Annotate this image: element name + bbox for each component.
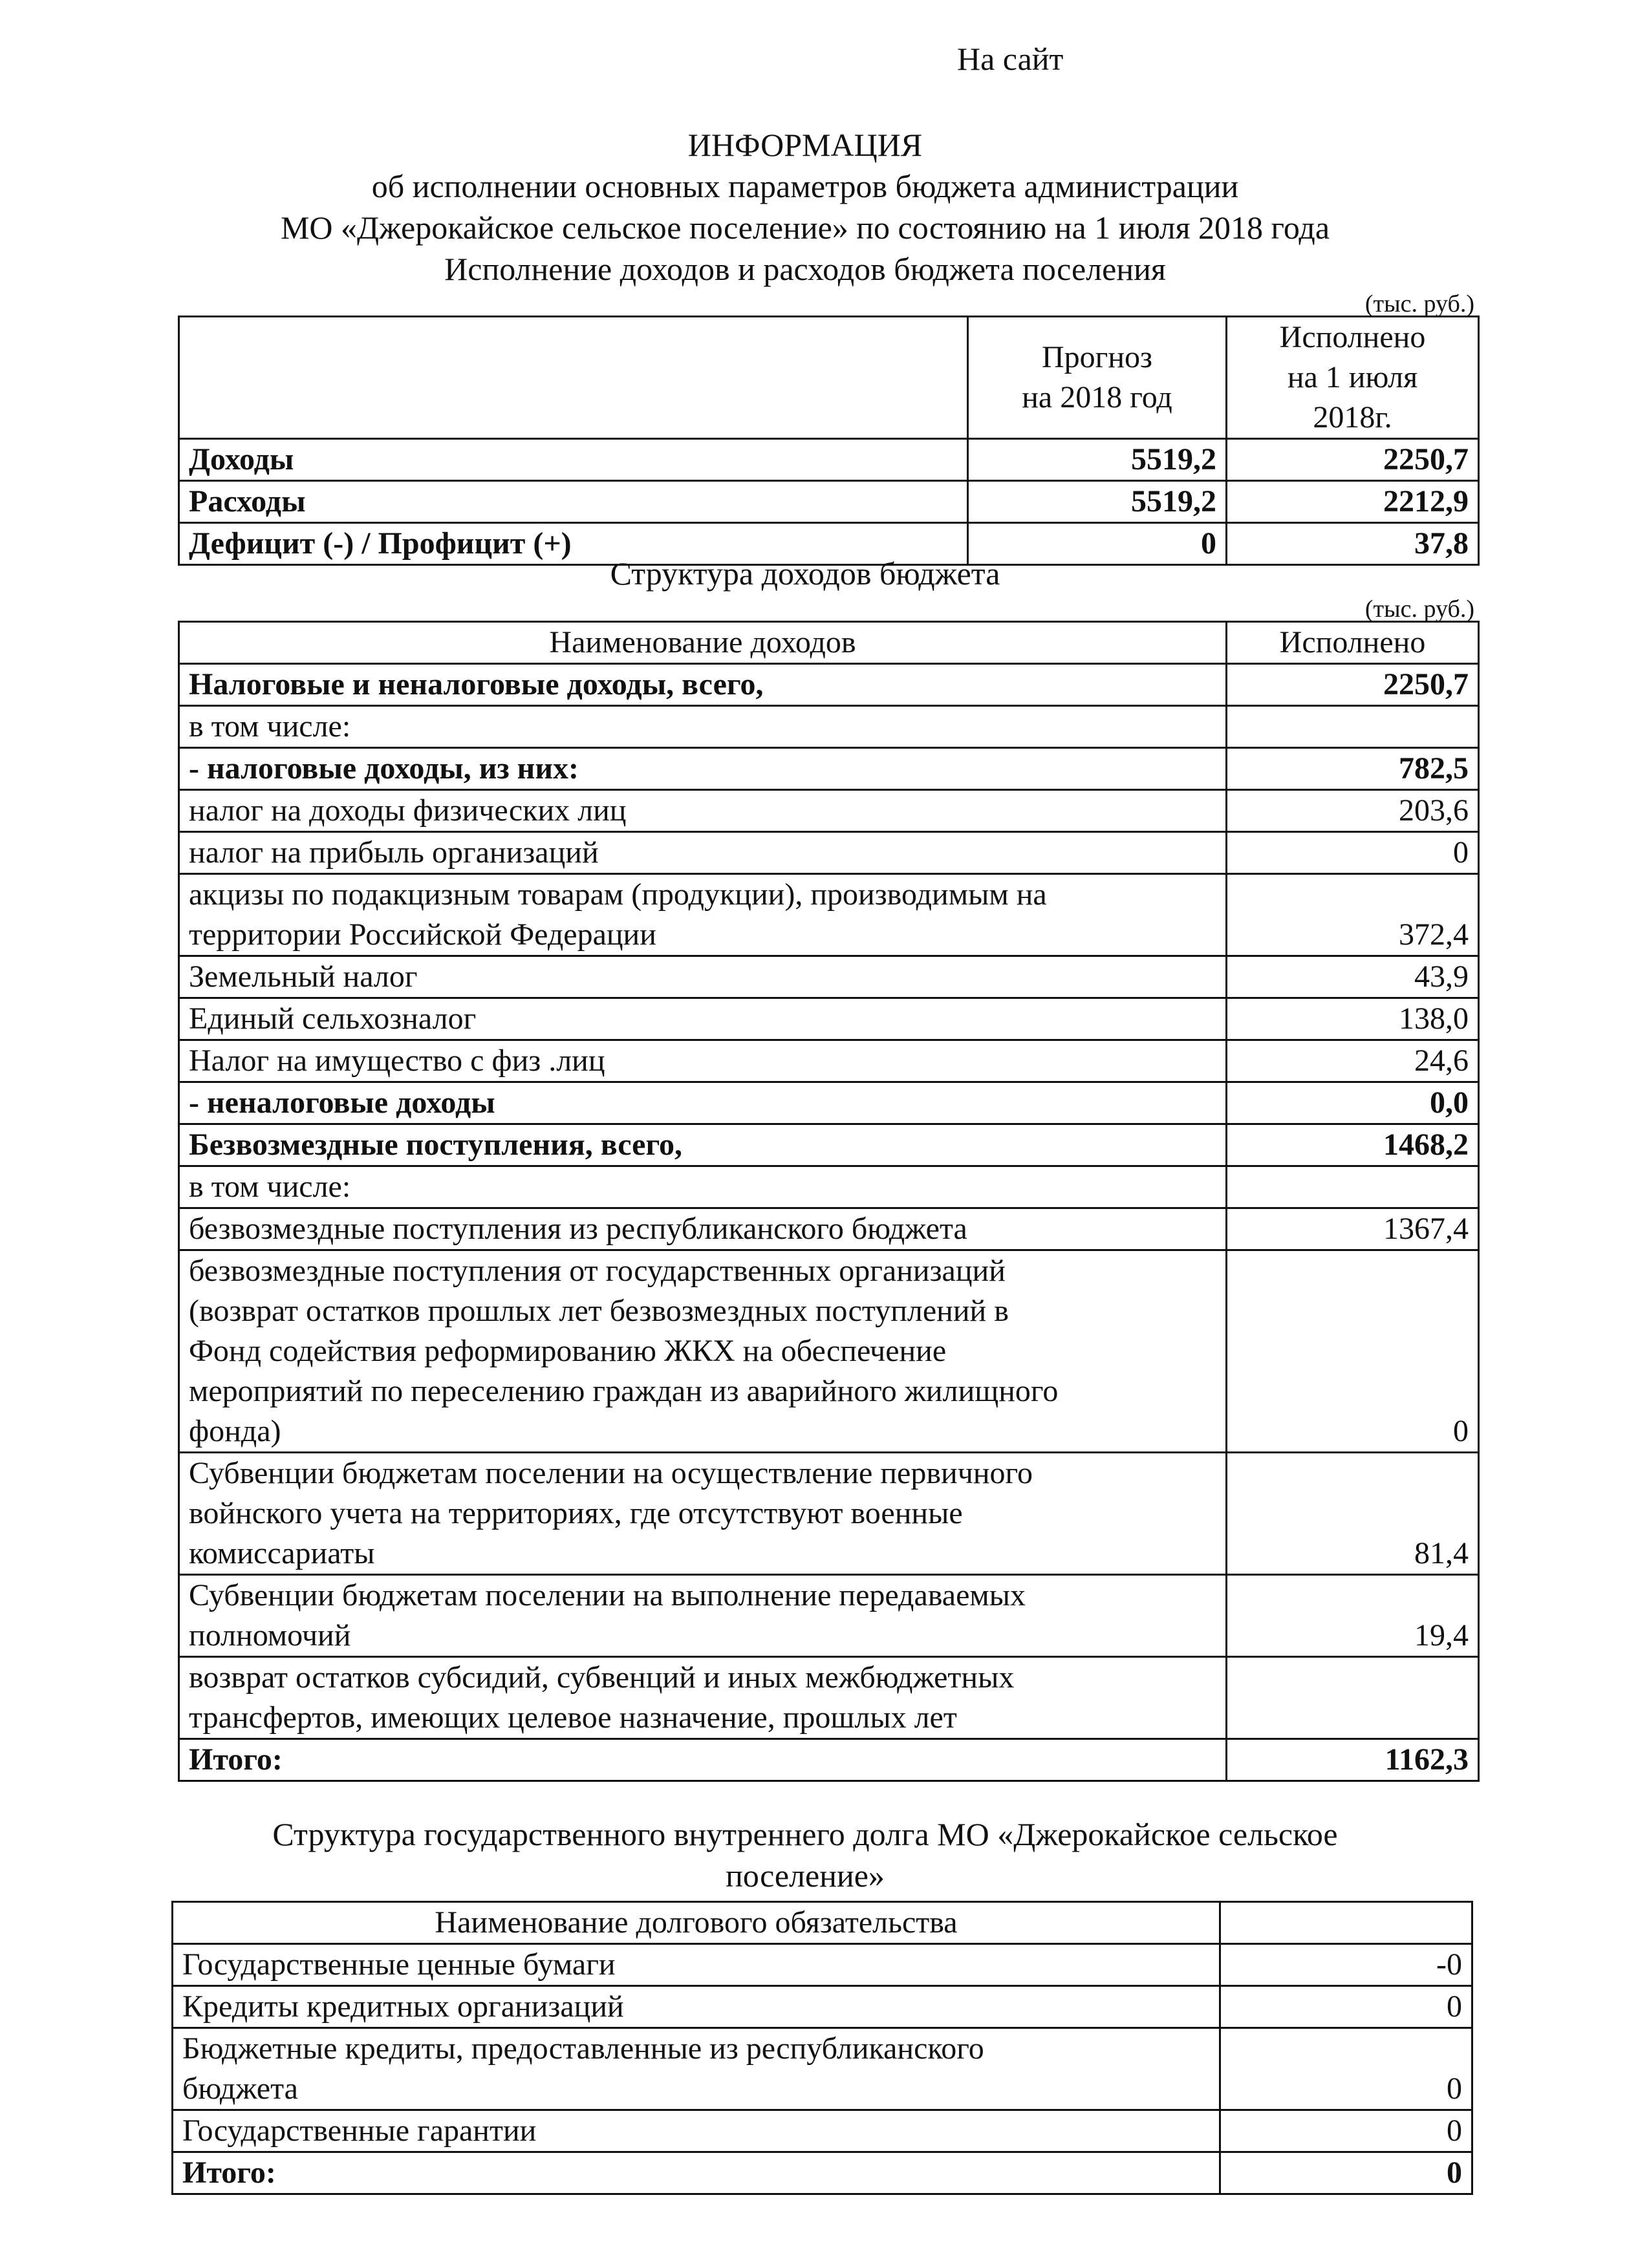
row-name: налог на прибыль организаций — [179, 832, 1227, 874]
table-row — [173, 2110, 1472, 2152]
row-name — [179, 1657, 1227, 1739]
row-value: 0 — [1227, 832, 1479, 874]
debt-header-row — [173, 1902, 1472, 1944]
table-row — [179, 706, 1479, 748]
row-value: 782,5 — [1227, 748, 1479, 790]
row-value: 0 — [1220, 1986, 1472, 2028]
debt-header-empty — [1220, 1902, 1472, 1944]
row-value: 24,6 — [1227, 1040, 1479, 1082]
row-name: - неналоговые доходы — [179, 1082, 1227, 1124]
debt-table — [171, 1901, 1473, 2195]
table-row — [179, 874, 1479, 956]
row-name-line: возврат остатков субсидий, субвенций и иных межбюджетных — [189, 1660, 1015, 1695]
row-name-line: Субвенции бюджетам поселении на осуществление первичного — [189, 1456, 1033, 1490]
row-name: Государственные ценные бумаги — [173, 1944, 1220, 1986]
debt-header-name: Наименование долгового обязательства — [173, 1902, 1220, 1944]
summary-header-row — [179, 317, 1479, 439]
done-label-1: Исполнено — [1279, 320, 1426, 354]
row-value — [1227, 706, 1479, 748]
income-structure-title: Структура доходов бюджета — [610, 555, 1000, 592]
row-name: Налог на имущество с физ .лиц — [179, 1040, 1227, 1082]
row-value: 138,0 — [1227, 998, 1479, 1040]
row-name — [179, 1453, 1227, 1575]
forecast-label-1: Прогноз — [1042, 340, 1152, 374]
income-header-done: Исполнено — [1227, 622, 1479, 664]
income-header-row — [179, 622, 1479, 664]
row-name-line: территории Российской Федерации — [189, 917, 656, 952]
table-row — [179, 956, 1479, 998]
row-value: 2250,7 — [1227, 664, 1479, 706]
row-name: Итого: — [179, 1739, 1227, 1781]
row-name-line: Фонд содействия реформированию ЖКХ на обеспечение — [189, 1334, 947, 1368]
summary-row-expenses — [179, 481, 1479, 523]
table-row — [179, 832, 1479, 874]
top-note: На сайт — [957, 41, 1064, 77]
row-value: 1468,2 — [1227, 1124, 1479, 1166]
row-name-line: Субвенции бюджетам поселении на выполнение передаваемых — [189, 1578, 1026, 1612]
row-name-line: фонда) — [189, 1414, 281, 1448]
row-name-line: мероприятий по переселению граждан из аварийного жилищного — [189, 1374, 1059, 1408]
row-name — [173, 2028, 1220, 2110]
summary-table — [178, 316, 1480, 566]
table-row — [179, 1208, 1479, 1250]
row-name: безвозмездные поступления из республиканского бюджета — [179, 1208, 1227, 1250]
row-name: Итого: — [173, 2152, 1220, 2194]
summary-row-done: 2250,7 — [1227, 439, 1479, 481]
debt-structure-title-line-2: поселение» — [726, 1857, 885, 1894]
table-row — [179, 664, 1479, 706]
row-name: Кредиты кредитных организаций — [173, 1986, 1220, 2028]
table-row — [179, 1040, 1479, 1082]
document-subtitle-line-1: об исполнении основных параметров бюджета администрации — [371, 168, 1239, 204]
row-value: 0 — [1220, 2152, 1472, 2194]
units-label: (тыс. руб.) — [1364, 290, 1474, 317]
summary-row-forecast: 0 — [968, 523, 1227, 565]
table-row — [173, 1986, 1472, 2028]
debt-structure-title-line-1: Структура государственного внутреннего долга МО «Джерокайское сельское — [272, 1816, 1338, 1852]
document-subtitle-line-2: МО «Джерокайское сельское поселение» по состоянию на 1 июля 2018 года — [280, 209, 1330, 246]
row-name: в том числе: — [179, 1166, 1227, 1208]
done-label-3: 2018г. — [1313, 400, 1392, 434]
row-name: Налоговые и неналоговые доходы, всего, — [179, 664, 1227, 706]
row-value: 43,9 — [1227, 956, 1479, 998]
summary-header-empty — [179, 317, 968, 439]
table-row — [173, 1944, 1472, 1986]
row-value — [1227, 1166, 1479, 1208]
row-name-line: войнского учета на территориях, где отсутствуют военные — [189, 1496, 963, 1530]
forecast-label-2: на 2018 год — [1022, 380, 1172, 414]
row-name — [179, 1250, 1227, 1453]
income-header-name: Наименование доходов — [179, 622, 1227, 664]
summary-header-done — [1227, 317, 1479, 439]
document-title: ИНФОРМАЦИЯ — [687, 127, 923, 163]
summary-row-name: Доходы — [179, 439, 968, 481]
table-row — [179, 1166, 1479, 1208]
summary-row-forecast: 5519,2 — [968, 481, 1227, 523]
units-label-2: (тыс. руб.) — [1364, 595, 1474, 623]
row-value: 0 — [1220, 2028, 1472, 2110]
row-value: 372,4 — [1227, 874, 1479, 956]
row-value: -0 — [1220, 1944, 1472, 1986]
row-value: 0,0 — [1227, 1082, 1479, 1124]
row-name: - налоговые доходы, из них: — [179, 748, 1227, 790]
table-row-total — [179, 1739, 1479, 1781]
row-name: Безвозмездные поступления, всего, — [179, 1124, 1227, 1166]
row-value — [1227, 1657, 1479, 1739]
table-row — [179, 1453, 1479, 1575]
table-row — [179, 1250, 1479, 1453]
table-row — [179, 998, 1479, 1040]
row-name-line: трансфертов, имеющих целевое назначение, прошлых лет — [189, 1700, 957, 1735]
row-name: налог на доходы физических лиц — [179, 790, 1227, 832]
row-name: Государственные гарантии — [173, 2110, 1220, 2152]
row-name-line: полномочий — [189, 1618, 351, 1653]
row-name-line: Бюджетные кредиты, предоставленные из республиканского — [182, 2031, 984, 2066]
summary-row-income — [179, 439, 1479, 481]
summary-row-done: 2212,9 — [1227, 481, 1479, 523]
row-value: 203,6 — [1227, 790, 1479, 832]
table-row — [179, 1124, 1479, 1166]
income-table — [178, 621, 1480, 1782]
table-row-total — [173, 2152, 1472, 2194]
done-label-2: на 1 июля — [1287, 360, 1418, 394]
document-subtitle-line-3: Исполнение доходов и расходов бюджета поселения — [444, 251, 1166, 287]
row-value: 81,4 — [1227, 1453, 1479, 1575]
row-value: 19,4 — [1227, 1575, 1479, 1657]
row-name-line: комиссариаты — [189, 1536, 375, 1570]
row-name-line: бюджета — [182, 2071, 298, 2106]
table-row — [179, 1082, 1479, 1124]
row-name: Единый сельхозналог — [179, 998, 1227, 1040]
row-value: 1367,4 — [1227, 1208, 1479, 1250]
row-name: в том числе: — [179, 706, 1227, 748]
summary-header-forecast — [968, 317, 1227, 439]
summary-row-done: 37,8 — [1227, 523, 1479, 565]
table-row — [179, 748, 1479, 790]
row-name-line: акцизы по подакцизным товарам (продукции), производимым на — [189, 877, 1047, 912]
row-name — [179, 874, 1227, 956]
row-value: 0 — [1227, 1250, 1479, 1453]
table-row — [179, 1657, 1479, 1739]
row-name-line: (возврат остатков прошлых лет безвозмездных поступлений в — [189, 1294, 1009, 1328]
row-value: 1162,3 — [1227, 1739, 1479, 1781]
table-row — [173, 2028, 1472, 2110]
summary-row-forecast: 5519,2 — [968, 439, 1227, 481]
table-row — [179, 790, 1479, 832]
table-row — [179, 1575, 1479, 1657]
summary-row-name: Дефицит (-) / Профицит (+) — [179, 523, 968, 565]
row-name-line: безвозмездные поступления от государственных организаций — [189, 1254, 1006, 1288]
summary-row-name: Расходы — [179, 481, 968, 523]
row-value: 0 — [1220, 2110, 1472, 2152]
row-name — [179, 1575, 1227, 1657]
row-name: Земельный налог — [179, 956, 1227, 998]
